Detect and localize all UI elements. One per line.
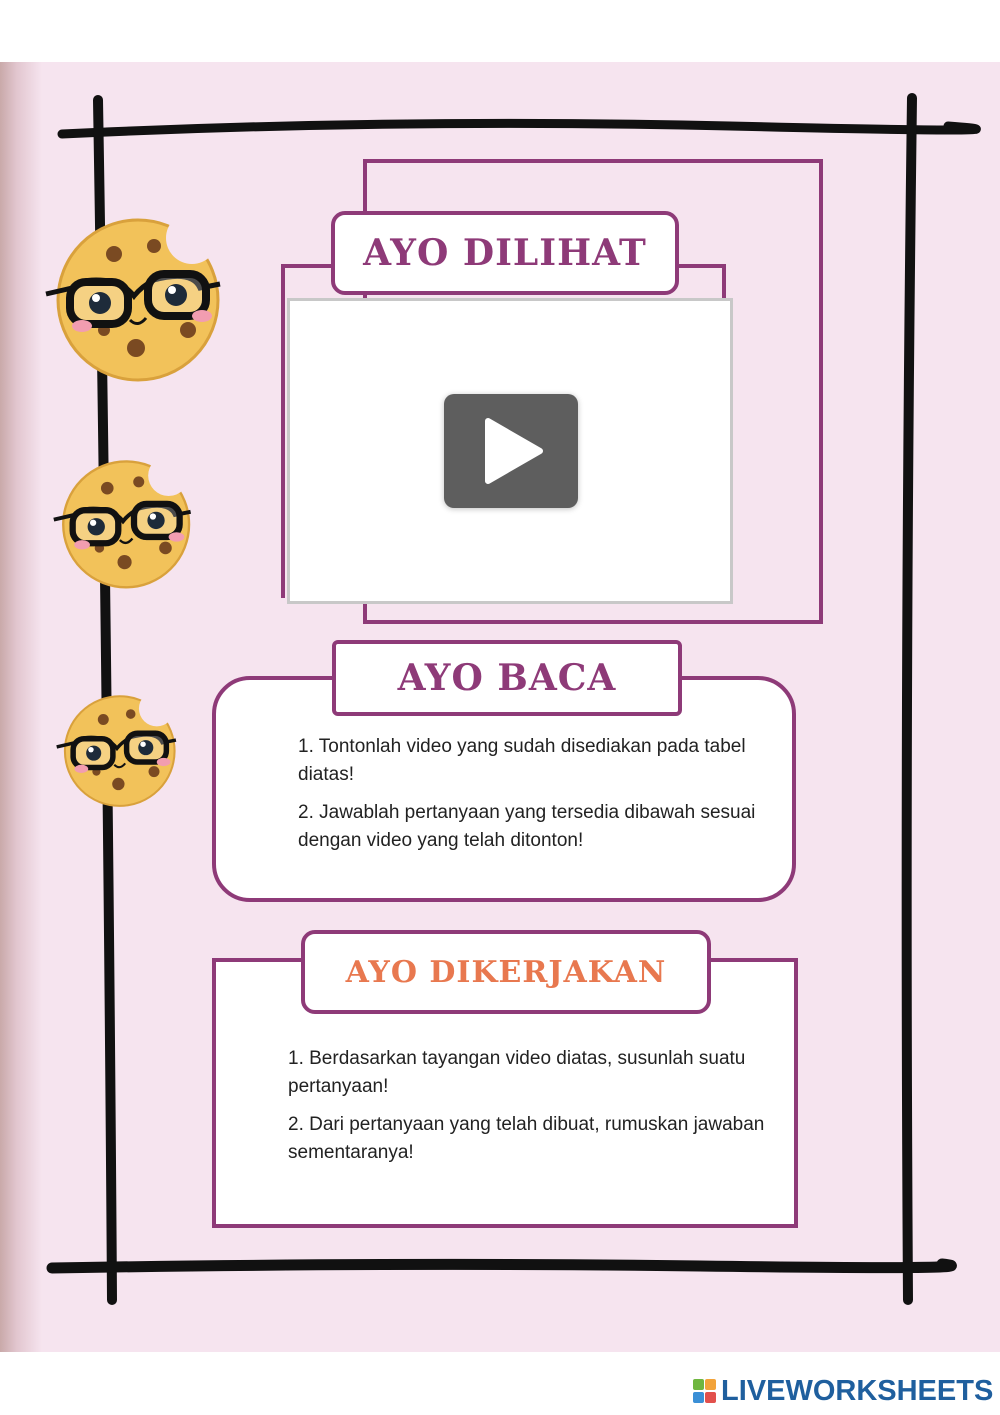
ayo-dikerjakan-title: AYO DIKERJAKAN — [301, 930, 711, 1014]
liveworksheets-logo-icon — [693, 1377, 717, 1405]
dikerjakan-task-1: 1. Berdasarkan tayangan video diatas, susunlah suatu pertanyaan! — [288, 1048, 746, 1097]
cookie-with-glasses-icon — [42, 208, 226, 386]
dikerjakan-task-2: 2. Dari pertanyaan yang telah dibuat, rumuskan jawaban sementaranya! — [288, 1114, 765, 1163]
liveworksheets-brand-text: LIVEWORKSHEETS — [721, 1374, 994, 1407]
cookie-with-glasses-icon — [48, 452, 198, 592]
play-button[interactable] — [444, 394, 578, 508]
ayo-baca-title: AYO BACA — [332, 640, 682, 716]
video-player[interactable] — [287, 298, 733, 604]
baca-instruction-1: 1. Tontonlah video yang sudah disediakan pada tabel diatas! — [298, 736, 746, 785]
liveworksheets-logo[interactable] — [693, 1375, 993, 1407]
ayo-dilihat-title: AYO DILIHAT — [331, 211, 679, 295]
play-icon — [444, 394, 578, 508]
baca-instruction-2: 2. Jawablah pertanyaan yang tersedia dibawah sesuai dengan video yang telah ditonton! — [298, 802, 756, 851]
cookie-with-glasses-icon — [52, 688, 182, 810]
